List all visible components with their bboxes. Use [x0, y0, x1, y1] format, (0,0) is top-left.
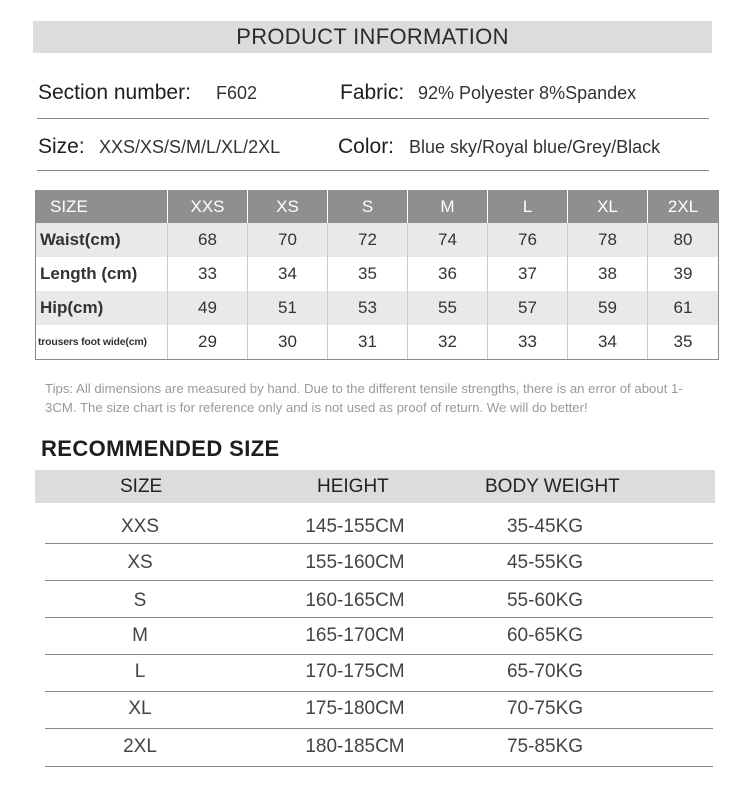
rec-size: M	[132, 625, 148, 646]
size-chart-table	[35, 190, 719, 360]
rec-height: 155-160CM	[305, 552, 405, 573]
rec-size: S	[133, 590, 147, 611]
rec-size: XL	[128, 698, 152, 719]
table-cell: 34	[248, 257, 328, 291]
table-cell: 80	[648, 223, 719, 257]
rec-weight: 60-65KG	[506, 625, 584, 646]
rec-size: XXS	[120, 516, 160, 537]
list-item	[45, 690, 713, 727]
size-chart-col-header: S	[328, 190, 408, 223]
table-cell: 57	[488, 291, 568, 325]
fabric-value: 92% Polyester 8%Spandex	[418, 83, 637, 103]
table-cell: 76	[488, 223, 568, 257]
table-cell: 36	[408, 257, 488, 291]
rec-col-height: HEIGHT	[317, 476, 389, 497]
section-number-label: Section number:	[38, 81, 191, 104]
table-cell: 53	[328, 291, 408, 325]
size-chart-col-header: 2XL	[648, 190, 719, 223]
list-item	[45, 544, 713, 581]
divider	[37, 118, 709, 119]
size-chart-col-header: L	[488, 190, 568, 223]
size-label: Size:	[38, 135, 85, 158]
rec-weight: 55-60KG	[506, 590, 584, 611]
rec-col-size: SIZE	[120, 476, 163, 497]
rec-height: 175-180CM	[305, 698, 405, 719]
table-cell: 32	[408, 325, 488, 360]
measurement-tips: Tips: All dimensions are measured by hand. Due to the different tensile strengths, there is an error of about 1-3CM. The size chart is for reference only and is not used as proof of return. We will do better!	[45, 381, 683, 415]
rec-height: 165-170CM	[305, 625, 405, 646]
table-cell: 78	[568, 223, 648, 257]
size-chart-col-header: SIZE	[36, 190, 168, 223]
table-cell: 29	[168, 325, 248, 360]
fabric-label: Fabric:	[340, 81, 405, 104]
table-row	[36, 291, 719, 325]
rec-col-weight: BODY WEIGHT	[485, 476, 620, 497]
table-row	[36, 325, 719, 360]
table-cell: 51	[248, 291, 328, 325]
info-row-size-color	[38, 127, 708, 167]
recommended-header-row	[35, 470, 715, 503]
rec-weight: 75-85KG	[506, 736, 584, 757]
rec-size: XS	[127, 552, 153, 573]
table-cell: 61	[648, 291, 719, 325]
rec-height: 160-165CM	[305, 590, 405, 611]
recommended-size-title: RECOMMENDED SIZE	[41, 436, 280, 461]
rec-weight: 35-45KG	[506, 516, 584, 537]
table-cell: 49	[168, 291, 248, 325]
table-cell: 74	[408, 223, 488, 257]
rec-size: L	[134, 661, 146, 682]
row-label-waist: Waist(cm)	[36, 223, 168, 257]
table-cell: 72	[328, 223, 408, 257]
table-cell: 30	[248, 325, 328, 360]
rec-height: 145-155CM	[305, 516, 405, 537]
list-item	[45, 617, 713, 654]
rec-height: 180-185CM	[305, 736, 405, 757]
rec-size: 2XL	[123, 736, 157, 757]
product-information-banner: PRODUCT INFORMATION	[33, 21, 712, 53]
table-cell: 59	[568, 291, 648, 325]
rec-height: 170-175CM	[305, 661, 405, 682]
table-cell: 35	[648, 325, 719, 360]
list-item	[45, 728, 713, 765]
table-cell: 55	[408, 291, 488, 325]
size-chart-col-header: XL	[568, 190, 648, 223]
table-cell: 34	[568, 325, 648, 360]
color-value: Blue sky/Royal blue/Grey/Black	[409, 137, 661, 157]
info-row-section-fabric	[38, 73, 708, 113]
row-label-length: Length (cm)	[36, 257, 168, 291]
divider	[45, 766, 713, 767]
row-label-hip: Hip(cm)	[36, 291, 168, 325]
size-value: XXS/XS/S/M/L/XL/2XL	[99, 137, 281, 157]
list-item	[45, 582, 713, 619]
row-label-trousers-foot-wide: trousers foot wide(cm)	[36, 325, 168, 360]
list-item	[45, 508, 713, 545]
divider	[45, 580, 713, 581]
table-row	[36, 257, 719, 291]
table-cell: 33	[488, 325, 568, 360]
size-chart-header-row	[36, 190, 719, 223]
rec-weight: 70-75KG	[506, 698, 584, 719]
color-label: Color:	[338, 135, 395, 158]
list-item	[45, 653, 713, 690]
rec-weight: 65-70KG	[506, 661, 584, 682]
table-cell: 35	[328, 257, 408, 291]
table-cell: 31	[328, 325, 408, 360]
table-cell: 37	[488, 257, 568, 291]
table-row	[36, 223, 719, 257]
divider	[37, 170, 709, 171]
table-cell: 38	[568, 257, 648, 291]
size-chart-col-header: M	[408, 190, 488, 223]
size-chart-col-header: XXS	[168, 190, 248, 223]
table-cell: 33	[168, 257, 248, 291]
section-number-value: F602	[216, 83, 258, 103]
rec-weight: 45-55KG	[506, 552, 584, 573]
table-cell: 39	[673, 264, 693, 283]
size-chart-col-header: XS	[248, 190, 328, 223]
table-cell: 70	[248, 223, 328, 257]
table-cell: 68	[168, 223, 248, 257]
